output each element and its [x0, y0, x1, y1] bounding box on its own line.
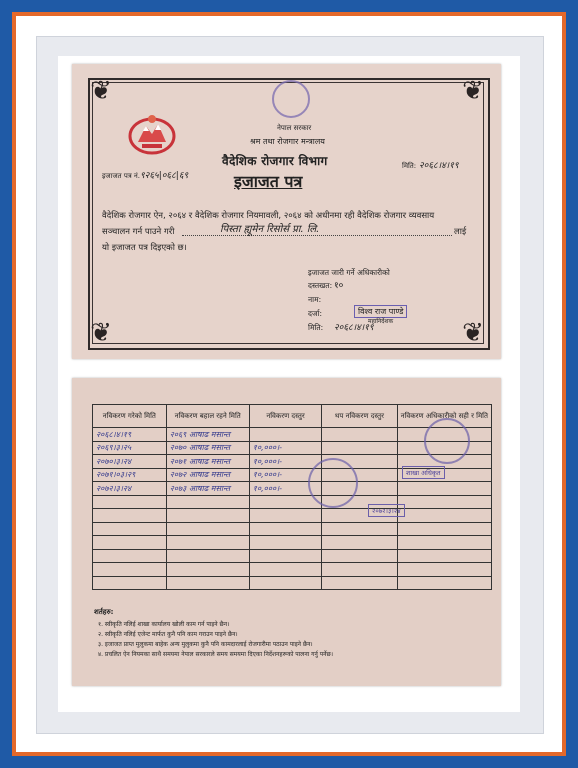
table-cell — [93, 509, 167, 523]
table-cell: १०,०००।- — [249, 441, 321, 455]
column-header: थप नविकरण दस्तुर — [322, 405, 397, 428]
table-cell: २०७३ आषाढ मसान्त — [166, 482, 249, 496]
nepal-emblem-icon — [126, 112, 178, 156]
table-cell — [166, 536, 249, 550]
table-cell: २०७१।०३।२९ — [93, 468, 167, 482]
renewal-register — [72, 378, 501, 686]
table-cell — [397, 549, 491, 563]
table-cell — [249, 549, 321, 563]
issue-date-label: मिति: — [402, 162, 417, 170]
name-label: नाम: — [308, 295, 322, 304]
signature-value: १० — [334, 281, 344, 291]
table-cell — [249, 536, 321, 550]
table-row — [93, 549, 492, 563]
issue-date-value: २०६८।४।१९ — [419, 161, 459, 171]
table-cell — [397, 522, 491, 536]
table-cell — [397, 509, 491, 523]
term-item: १. स्वीकृति नलिई शाखा कार्यालय खोली काम गर्न पाइने छैन। — [98, 621, 230, 628]
table-cell — [322, 576, 397, 590]
table-cell — [322, 428, 397, 442]
table-cell — [397, 482, 491, 496]
permit-number-label: इजाजत पत्र नं. — [102, 172, 141, 180]
term-item: ४. प्रचलित ऐन नियमका साथै समयमा नेपाल सरकारले समय समयमा दिएका निर्देशनहरूको पालना गर्नु पर्नेछ। — [98, 651, 333, 658]
table-cell — [249, 563, 321, 577]
column-header: नविकरण अधिकारीको सही र मिति — [397, 405, 491, 428]
terms-heading: शर्तहरु: — [94, 608, 114, 616]
column-header: नविकरण दस्तुर — [249, 405, 321, 428]
official-stamp — [272, 80, 310, 118]
department-heading: वैदेशिक रोजगार विभाग — [222, 154, 328, 168]
table-cell — [166, 522, 249, 536]
ornament-corner-icon: ❦ — [90, 76, 112, 106]
term-item: ३. इजाजत प्राप्त मुलुकमा बाहेक अन्य मुलुकमा कुनै पनि कामदारलाई रोजगारीमा पठाउन पाइने छैन। — [98, 641, 313, 648]
table-row — [93, 482, 492, 496]
table-cell — [397, 576, 491, 590]
name-stamp: विश्व राज पाण्डे — [354, 305, 407, 318]
official-stamp — [424, 418, 470, 464]
ornament-corner-icon: ❦ — [90, 318, 112, 348]
table-row — [93, 563, 492, 577]
table-cell: २०७१ आषाढ मसान्त — [166, 455, 249, 469]
table-cell — [166, 495, 249, 509]
table-cell: १०,०००।- — [249, 468, 321, 482]
table-cell: १०,०००।- — [249, 482, 321, 496]
table-cell — [166, 576, 249, 590]
fill-in-line — [182, 235, 452, 236]
table-cell — [397, 536, 491, 550]
table-cell: २०७२ आषाढ मसान्त — [166, 468, 249, 482]
signed-date-value: २०६८।४।१९ — [334, 323, 374, 333]
table-cell — [397, 495, 491, 509]
government-label: नेपाल सरकार — [277, 124, 312, 132]
table-row — [93, 536, 492, 550]
document-title: इजाजत पत्र — [234, 172, 303, 191]
body-text-line: सञ्चालन गर्न पाउने गरी — [102, 227, 175, 237]
ornament-corner-icon: ❦ — [462, 318, 484, 348]
table-cell: २०६८।४।१९ — [93, 428, 167, 442]
table-cell — [166, 509, 249, 523]
table-cell — [166, 563, 249, 577]
table-cell — [93, 522, 167, 536]
rank-stamp: महानिर्देशक — [368, 318, 394, 325]
table-cell — [93, 495, 167, 509]
table-cell — [322, 549, 397, 563]
table-row — [93, 495, 492, 509]
column-header: नविकरण गरेको मिति — [93, 405, 167, 428]
company-name: पिस्ता ह्यूमेन रिसोर्स प्रा. लि. — [220, 224, 320, 235]
table-cell: २०६९।३।२५ — [93, 441, 167, 455]
ornament-corner-icon: ❦ — [462, 76, 484, 106]
table-cell — [322, 563, 397, 577]
body-text-suffix: लाई — [454, 227, 467, 237]
rank-label: दर्जा: — [308, 309, 323, 318]
table-cell — [93, 576, 167, 590]
table-cell — [249, 522, 321, 536]
official-stamp — [308, 458, 358, 508]
table-cell: २०७०।३।२४ — [93, 455, 167, 469]
table-cell — [322, 441, 397, 455]
signature-label: दस्तखत: — [308, 281, 333, 290]
column-header: नविकरण बहाल रहने मिति — [166, 405, 249, 428]
officer-stamp: शाखा अधिकृत — [402, 466, 445, 479]
table-row — [93, 522, 492, 536]
table-cell — [166, 549, 249, 563]
table-cell: २०६९ आषाढ मसान्त — [166, 428, 249, 442]
table-cell — [249, 495, 321, 509]
table-row — [93, 509, 492, 523]
table-cell — [249, 509, 321, 523]
ministry-label: श्रम तथा रोजगार मन्त्रालय — [250, 137, 325, 146]
table-row — [93, 576, 492, 590]
table-cell — [93, 563, 167, 577]
table-cell — [249, 576, 321, 590]
table-cell: १०,०००।- — [249, 455, 321, 469]
table-cell — [93, 536, 167, 550]
table-cell: २०७२।३।२४ — [93, 482, 167, 496]
table-cell — [322, 536, 397, 550]
term-item: २. स्वीकृति नलिई एजेन्ट मार्फत कुनै पनि काम गराउन पाइने छैन। — [98, 631, 238, 638]
renewal-stamp: २०७२।३।२४ — [368, 504, 405, 517]
table-cell — [249, 428, 321, 442]
permit-certificate — [72, 64, 501, 359]
issuer-heading: इजाजत जारी गर्ने अधिकारीको — [308, 268, 390, 277]
signed-date-label: मिति: — [308, 323, 324, 332]
table-cell — [322, 522, 397, 536]
table-cell — [397, 563, 491, 577]
permit-number-value: ९२६५|०६८|६९ — [140, 171, 189, 181]
table-cell — [93, 549, 167, 563]
table-cell: २०७० आषाढ मसान्त — [166, 441, 249, 455]
body-text-line: वैदेशिक रोजगार ऐन, २०६४ र वैदेशिक रोजगार नियमावली, २०६४ को अधीनमा रही वैदेशिक रोजगार व्यवसाय — [102, 211, 435, 221]
body-text-line: यो इजाजत पत्र दिइएको छ। — [102, 243, 187, 253]
